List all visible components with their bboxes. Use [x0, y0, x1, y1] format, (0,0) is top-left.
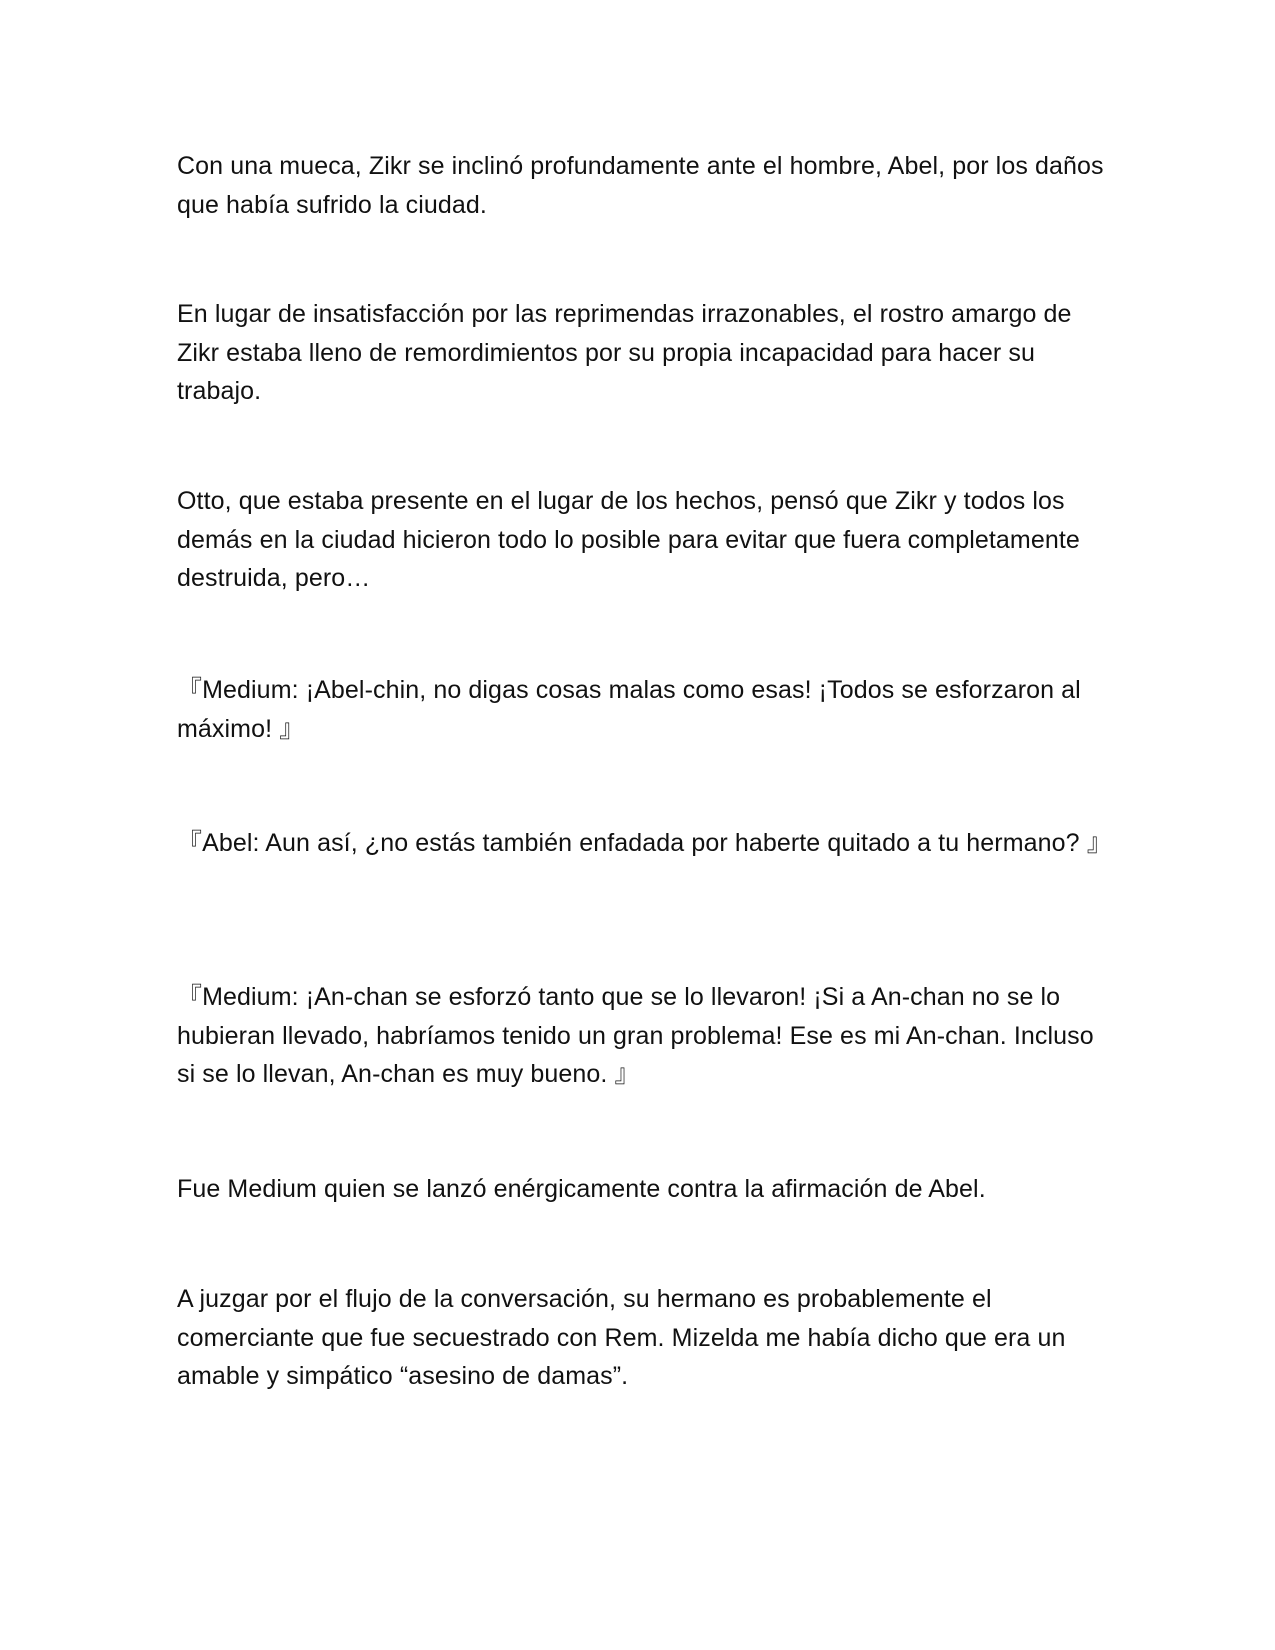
- paragraph-medium-retort: Fue Medium quien se lanzó enérgicamente contra la afirmación de Abel.: [177, 1175, 986, 1203]
- paragraph-zikr-bow: Con una mueca, Zikr se inclinó profundamente ante el hombre, Abel, por los daños que había sufrido la ciudad.: [177, 152, 1104, 219]
- dialogue-medium-1: 『Medium: ¡Abel-chin, no digas cosas malas como esas! ¡Todos se esforzaron al máximo! 』: [177, 676, 1081, 743]
- dialogue-abel: 『Abel: Aun así, ¿no estás también enfadada por haberte quitado a tu hermano? 』: [177, 829, 1112, 857]
- paragraph-brother-merchant: A juzgar por el flujo de la conversación, su hermano es probablemente el comerciante que fue secuestrado con Rem. Mizelda me había dicho que era un amable y simpático “asesino de damas”.: [177, 1285, 1066, 1390]
- paragraph-zikr-remorse: En lugar de insatisfacción por las reprimendas irrazonables, el rostro amargo de Zikr estaba lleno de remordimientos por su propia incapacidad para hacer su trabajo.: [177, 300, 1072, 405]
- paragraph-otto-thought: Otto, que estaba presente en el lugar de los hechos, pensó que Zikr y todos los demás en la ciudad hicieron todo lo posible para evitar que fuera completamente destruida, pero…: [177, 487, 1080, 592]
- dialogue-medium-2: 『Medium: ¡An-chan se esforzó tanto que se lo llevaron! ¡Si a An-chan no se lo hubieran llevado, habríamos tenido un gran problema! Ese es mi An-chan. Incluso si se lo llevan, An-chan es muy bueno. 』: [177, 983, 1094, 1088]
